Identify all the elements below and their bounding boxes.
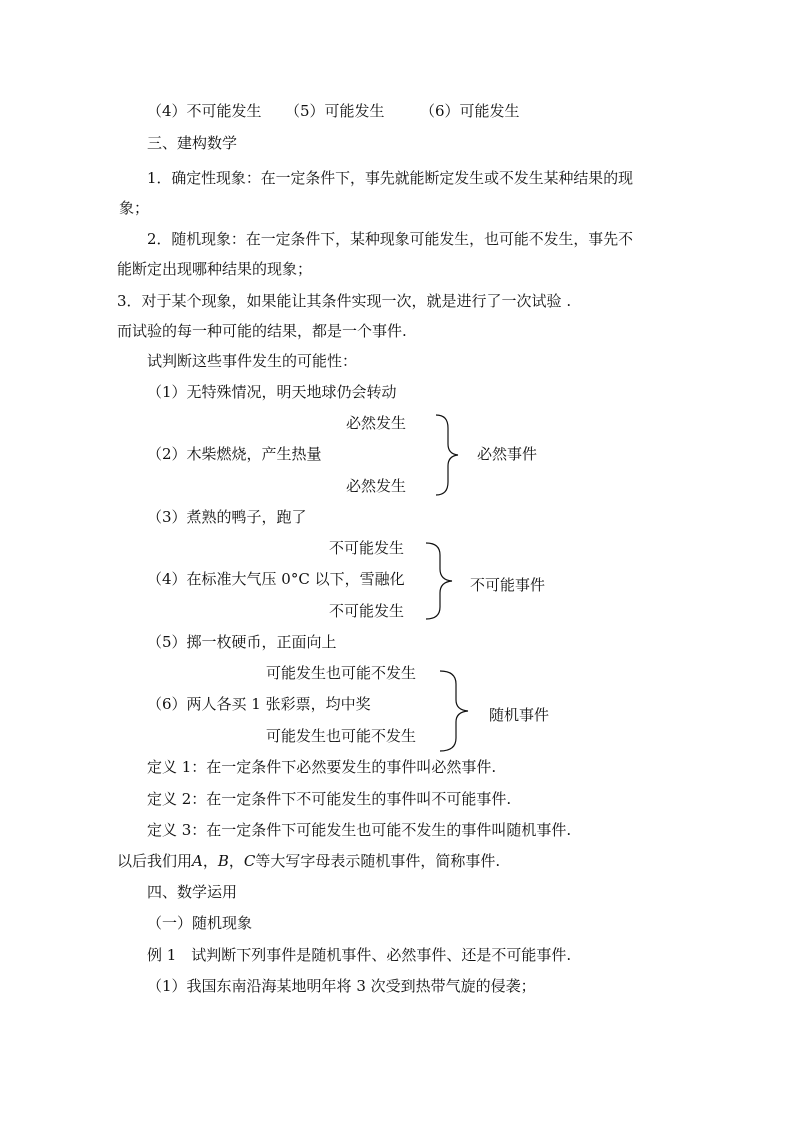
result-1: 必然发生 <box>346 414 407 432</box>
paragraph-determinate: 1．确定性现象：在一定条件下，事先就能断定发生或不发生某种结果的现 <box>147 169 633 187</box>
brace-impossible-icon <box>420 537 470 623</box>
paragraph-determinate-cont: 象； <box>119 199 150 217</box>
item-4: （4）在标准大气压 0°C 以下，雪融化 <box>147 570 405 588</box>
paragraph-event: 而试验的每一种可能的结果，都是一个事件. <box>117 322 407 340</box>
answer-5: （5）可能发生 <box>285 102 385 120</box>
question-intro: 试判断这些事件发生的可能性： <box>147 352 358 370</box>
notation-text-end: 等大写字母表示随机事件，简称事件. <box>255 852 501 870</box>
subsection-heading-1: （一）随机现象 <box>147 914 253 932</box>
item-6: （6）两人各买 1 张彩票，均中奖 <box>147 695 371 713</box>
comma-1: ， <box>202 852 218 870</box>
section-heading-3: 三、建构数学 <box>147 134 238 152</box>
letter-c: C <box>243 852 256 870</box>
item-1: （1）无特殊情况，明天地球仍会转动 <box>147 383 397 401</box>
group-label-random: 随机事件 <box>489 706 550 724</box>
notation-text-start: 以后我们用 <box>117 852 193 870</box>
group-label-certain: 必然事件 <box>477 445 538 463</box>
paragraph-random-cont: 能断定出现哪种结果的现象； <box>117 260 313 278</box>
brace-certain-icon <box>424 412 474 498</box>
answer-4: （4）不可能发生 <box>147 102 262 120</box>
result-4: 不可能发生 <box>329 602 405 620</box>
result-6: 可能发生也可能不发生 <box>266 727 417 745</box>
group-label-impossible: 不可能事件 <box>470 576 546 594</box>
definition-1: 定义 1：在一定条件下必然要发生的事件叫必然事件. <box>147 758 497 776</box>
example-1: 例 1 试判断下列事件是随机事件、必然事件、还是不可能事件. <box>147 946 572 964</box>
answer-6: （6）可能发生 <box>420 102 520 120</box>
paragraph-trial: 3．对于某个现象，如果能让其条件实现一次，就是进行了一次试验 . <box>117 292 572 310</box>
brace-random-icon <box>436 667 486 753</box>
letter-a: A <box>192 852 203 870</box>
result-5: 可能发生也可能不发生 <box>266 664 417 682</box>
letter-b: B <box>217 852 229 870</box>
comma-2: ， <box>228 852 244 870</box>
notation-line <box>117 851 500 871</box>
definition-2: 定义 2：在一定条件下不可能发生的事件叫不可能事件. <box>147 790 512 808</box>
item-2: （2）木柴燃烧，产生热量 <box>147 445 322 463</box>
result-3: 不可能发生 <box>329 539 405 557</box>
result-2: 必然发生 <box>346 477 407 495</box>
example-1-item-1: （1）我国东南沿海某地明年将 3 次受到热带气旋的侵袭； <box>147 977 536 995</box>
item-5: （5）掷一枚硬币，正面向上 <box>147 633 337 651</box>
paragraph-random: 2．随机现象：在一定条件下，某种现象可能发生，也可能不发生，事先不 <box>147 230 633 248</box>
item-3: （3）煮熟的鸭子，跑了 <box>147 508 307 526</box>
section-heading-4: 四、数学运用 <box>147 883 238 901</box>
definition-3: 定义 3：在一定条件下可能发生也可能不发生的事件叫随机事件. <box>147 821 572 839</box>
